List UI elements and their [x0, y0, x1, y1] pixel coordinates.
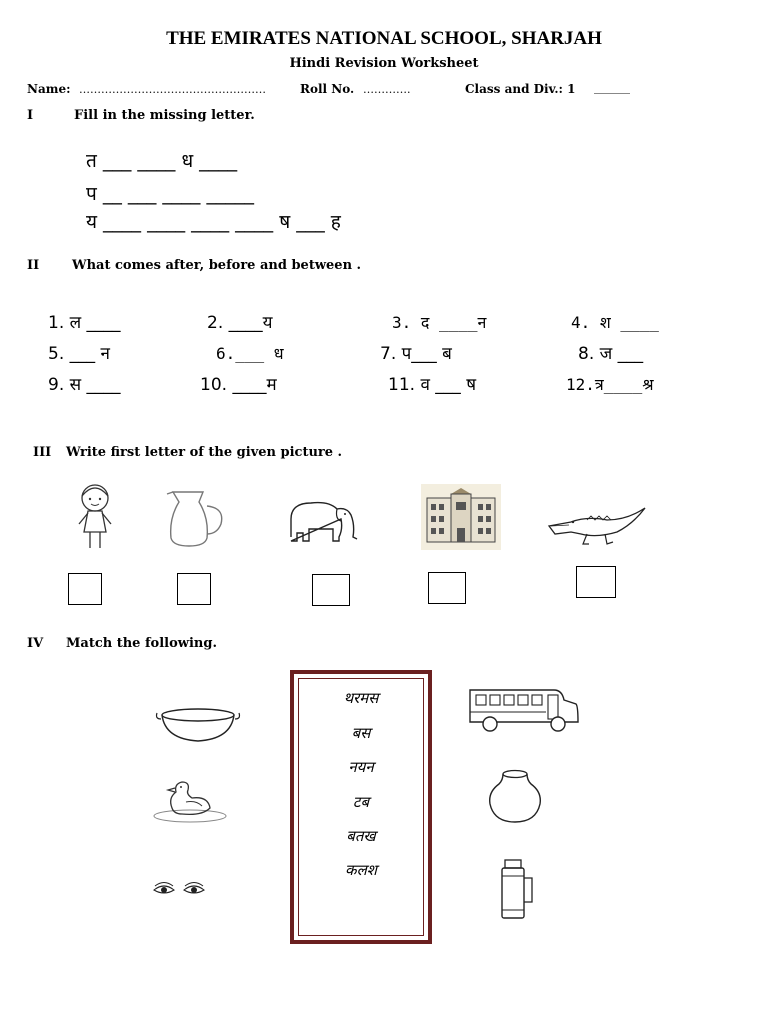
class-field[interactable]: ______ [594, 80, 630, 94]
thermos-icon [498, 858, 536, 920]
answer-box[interactable] [68, 573, 102, 605]
pot-icon [486, 768, 544, 824]
word-item[interactable]: नयन [348, 758, 374, 776]
word-item[interactable]: टब [352, 793, 370, 811]
sequence-item[interactable]: 8. ज ___ [578, 344, 644, 364]
section4-title: Match the following. [66, 636, 217, 651]
worksheet-title: Hindi Revision Worksheet [289, 56, 479, 71]
sequence-item[interactable]: 2. ____य [207, 313, 273, 333]
girl-icon [70, 482, 120, 552]
answer-box[interactable] [576, 566, 616, 598]
class-label: Class and Div.: 1 [465, 82, 576, 96]
word-item[interactable]: बतख [346, 827, 376, 845]
word-list-frame [290, 670, 432, 944]
eyes-icon [152, 880, 208, 898]
name-field[interactable]: …………………………………………… [79, 83, 266, 96]
word-item[interactable]: थरमस [343, 689, 379, 707]
sequence-item[interactable]: 12.त्र____श्र [566, 375, 654, 394]
sequence-item[interactable]: 10. ____म [200, 375, 277, 395]
answer-box[interactable] [177, 573, 211, 605]
sequence-item[interactable]: 3. द ____न [392, 313, 487, 332]
elephant-icon [285, 497, 361, 545]
section2-number: II [27, 258, 40, 273]
jug-icon [163, 488, 227, 550]
section1-number: I [27, 108, 34, 123]
fill-row-3[interactable]: य ____ ____ ____ ____ ष ___ ह [86, 211, 341, 233]
sequence-item[interactable]: 4. श ____ [571, 313, 659, 332]
roll-field[interactable]: …………. [363, 83, 411, 96]
school-title: THE EMIRATES NATIONAL SCHOOL, SHARJAH [166, 28, 602, 49]
section1-title: Fill in the missing letter. [74, 108, 255, 123]
word-item[interactable]: कलश [345, 861, 377, 879]
section4-number: IV [27, 636, 44, 651]
sequence-item[interactable]: 1. ल ____ [48, 313, 121, 333]
answer-box[interactable] [312, 574, 350, 606]
sequence-item[interactable]: 6.___ ध [216, 344, 284, 363]
bus-icon [466, 686, 580, 736]
name-label: Name: [27, 82, 71, 96]
section3-title: Write first letter of the given picture . [66, 445, 343, 460]
crocodile-icon [547, 504, 649, 548]
fill-row-1[interactable]: त ___ ____ ध ____ [86, 150, 238, 172]
fill-row-2[interactable]: प __ ___ ____ _____ [86, 183, 254, 205]
building-icon [421, 484, 501, 550]
sequence-item[interactable]: 7. प___ ब [380, 344, 452, 364]
sequence-item[interactable]: 9. स ____ [48, 375, 121, 395]
section3-number: III [33, 445, 52, 460]
word-item[interactable]: बस [351, 724, 371, 742]
roll-label: Roll No. [300, 82, 355, 96]
sequence-item[interactable]: 5. ___ न [48, 344, 110, 364]
sequence-item[interactable]: 11. व ___ ष [388, 375, 477, 395]
duck-icon [152, 778, 228, 824]
answer-box[interactable] [428, 572, 466, 604]
tub-icon [155, 705, 241, 745]
section2-title: What comes after, before and between . [72, 258, 362, 273]
